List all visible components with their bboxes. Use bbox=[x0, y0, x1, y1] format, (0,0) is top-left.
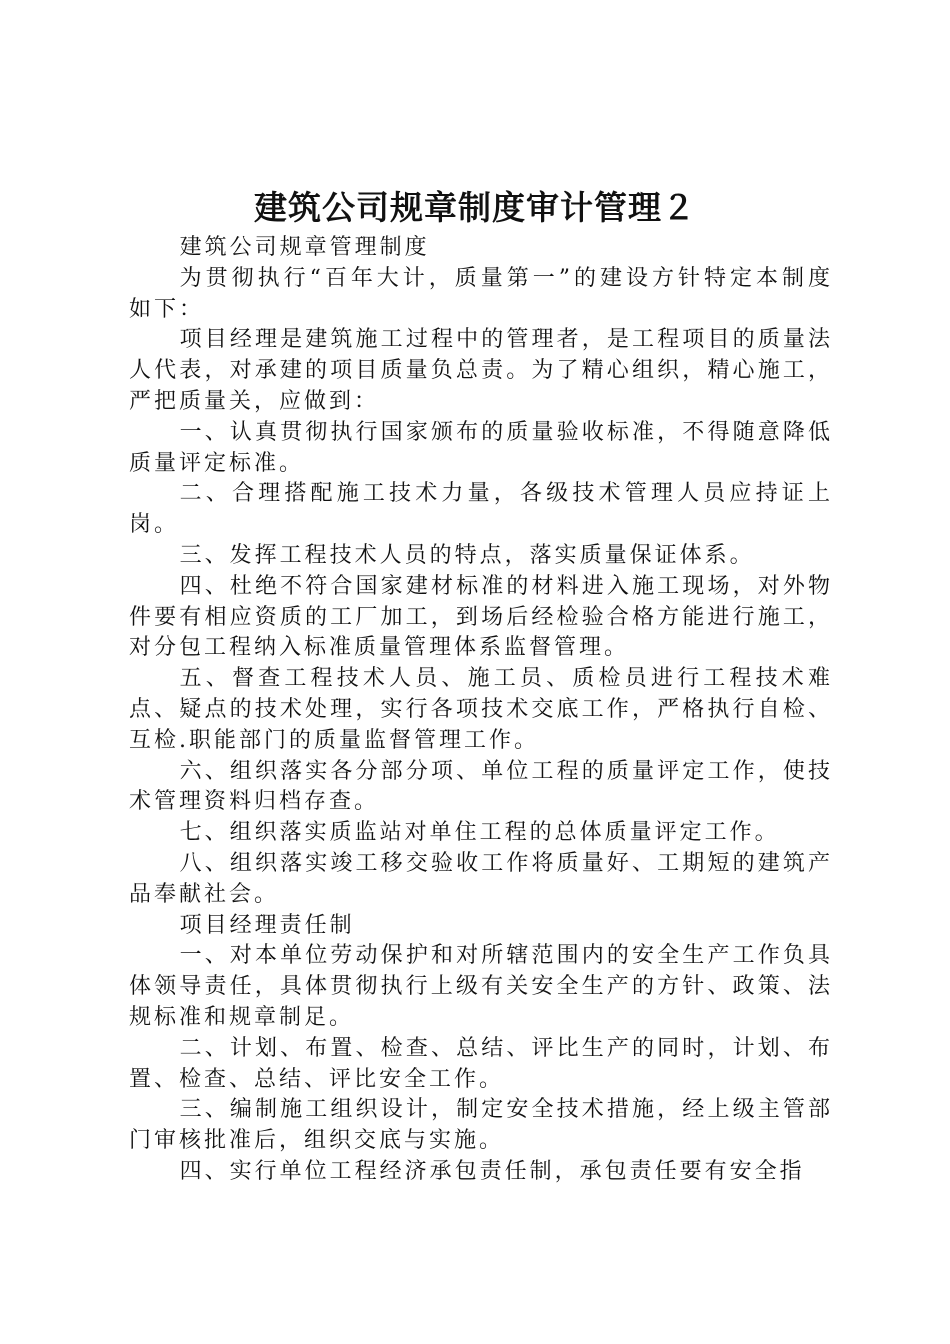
paragraph: 八、组织落实竣工移交验收工作将质量好、工期短的建筑产品奉献社会。 bbox=[129, 850, 833, 907]
paragraph: 六、组织落实各分部分项、单位工程的质量评定工作，使技术管理资料归档存查。 bbox=[129, 758, 833, 815]
paragraph: 三、发挥工程技术人员的特点，落实质量保证体系。 bbox=[179, 542, 755, 568]
paragraph: 五、督查工程技术人员、施工员、质检员进行工程技术难点、疑点的技术处理，实行各项技术交底工作，严格执行自检、互检.职能部门的质量监督管理工作。 bbox=[129, 666, 833, 753]
paragraph: 建筑公司规章管理制度 bbox=[179, 235, 430, 260]
paragraph: 四、实行单位工程经济承包责任制，承包责任要有安全指 bbox=[179, 1158, 805, 1184]
document-body bbox=[129, 233, 833, 1188]
paragraph: 一、认真贯彻执行国家颁布的质量验收标准，不得随意降低质量评定标准。 bbox=[129, 419, 833, 476]
paragraph: 为贯彻执行“百年大计，质量第一”的建设方针特定本制度如下： bbox=[129, 265, 833, 322]
paragraph: 四、杜绝不符合国家建材标准的材料进入施工现场，对外物件要有相应资质的工厂加工，到场后经检验合格方能进行施工，对分包工程纳入标准质量管理体系监督管理。 bbox=[129, 573, 833, 661]
paragraph: 一、对本单位劳动保护和对所辖范围内的安全生产工作负具体领导责任，具体贯彻执行上级有关安全生产的方针、政策、法规标准和规章制足。 bbox=[129, 943, 833, 1030]
paragraph: 项目经理是建筑施工过程中的管理者，是工程项目的质量法人代表，对承建的项目质量负总责。为了精心组织，精心施工，严把质量关，应做到： bbox=[129, 327, 833, 414]
paragraph: 项目经理责任制 bbox=[179, 912, 355, 938]
paragraph: 二、计划、布置、检查、总结、评比生产的同时，计划、布置、检查、总结、评比安全工作。 bbox=[129, 1035, 833, 1092]
paragraph: 二、合理搭配施工技术力量，各级技术管理人员应持证上岗。 bbox=[129, 481, 833, 538]
document-title: 建筑公司规章制度审计管理２ bbox=[254, 188, 696, 227]
paragraph: 七、组织落实质监站对单住工程的总体质量评定工作。 bbox=[179, 820, 780, 846]
paragraph: 三、编制施工组织设计，制定安全技术措施，经上级主管部门审核批准后，组织交底与实施。 bbox=[129, 1097, 833, 1154]
